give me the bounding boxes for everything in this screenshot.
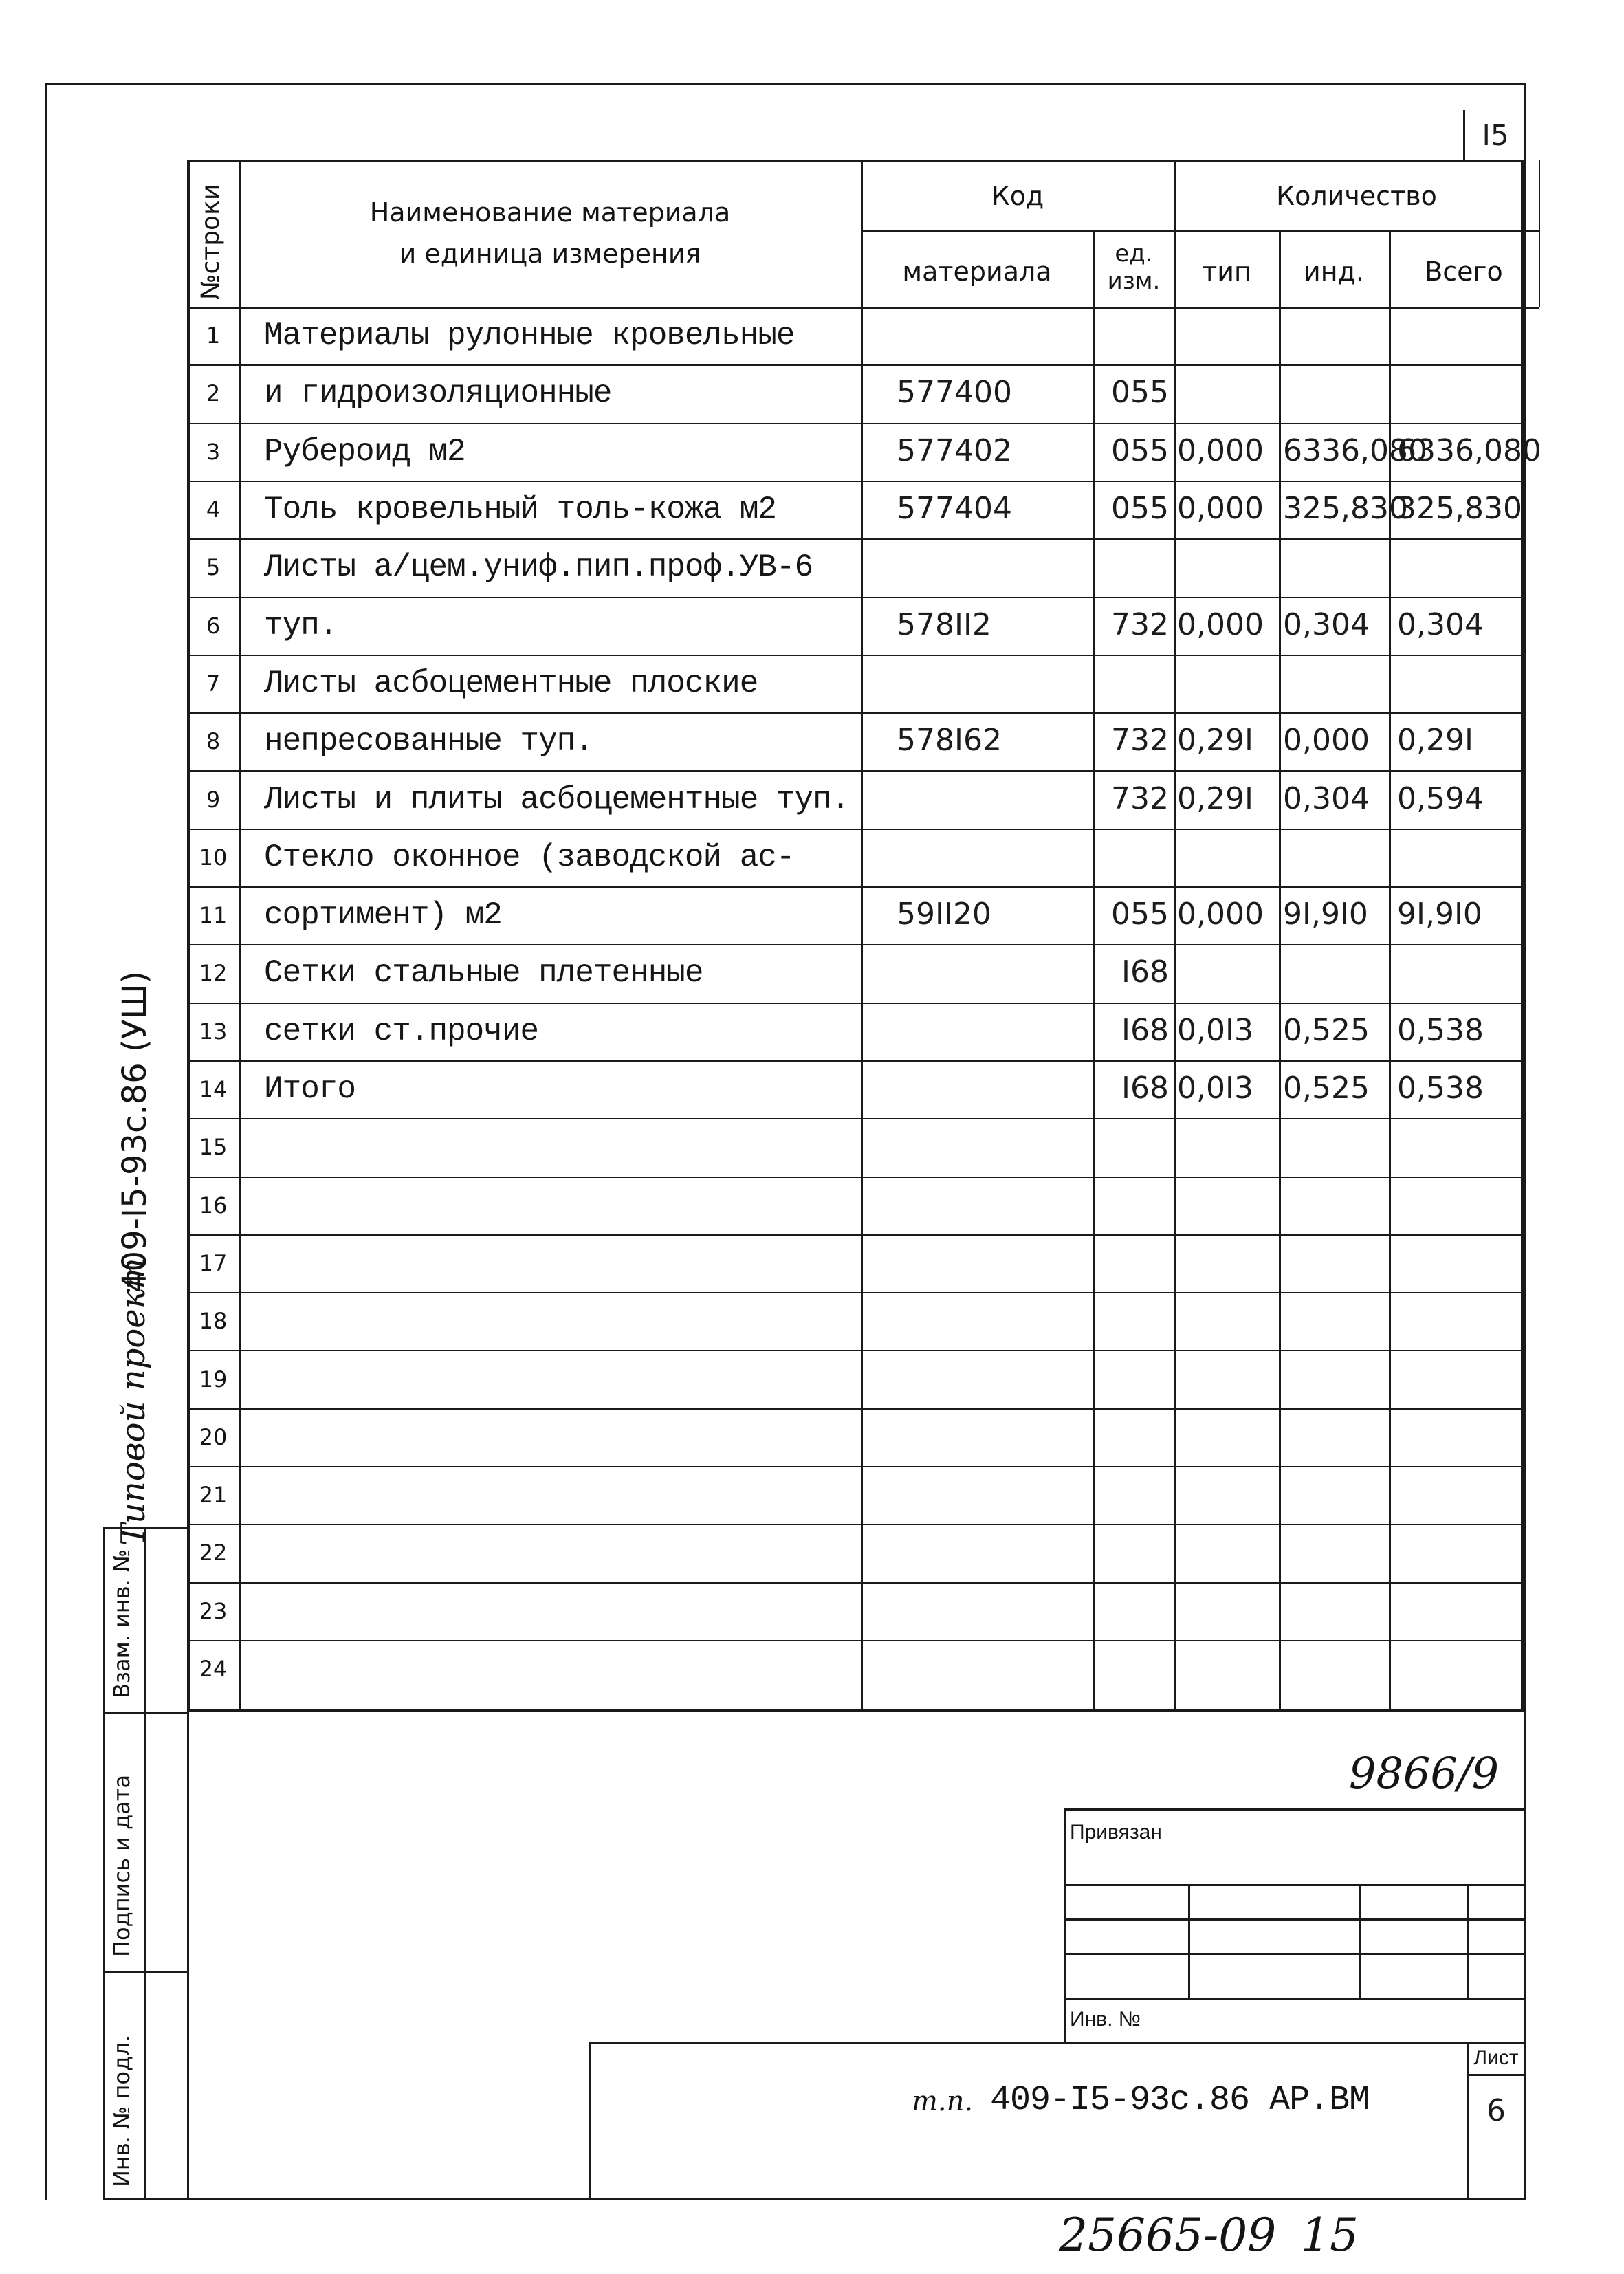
row-divider xyxy=(187,597,1524,598)
row-divider xyxy=(187,423,1524,424)
header-total: Всего xyxy=(1425,256,1503,287)
cell-name: туп. xyxy=(264,607,338,644)
cell-name: Листы и плиты асбоцементные туп. xyxy=(264,781,850,818)
header-bottom-line xyxy=(187,307,1539,309)
cell-total: 0,29I xyxy=(1397,723,1473,758)
outer-top-border xyxy=(47,83,1524,85)
header-ind: инд. xyxy=(1304,256,1364,287)
cell-name: и гидроизоляционные xyxy=(264,375,612,412)
cell-unit: I68 xyxy=(1121,954,1169,990)
cell-n: 22 xyxy=(199,1540,228,1566)
cell-n: 15 xyxy=(199,1134,228,1161)
cell-total: 325,830 xyxy=(1397,491,1522,527)
cell-name: непресованные туп. xyxy=(264,723,593,760)
cell-unit: 732 xyxy=(1111,606,1169,642)
title-block xyxy=(589,2042,1524,2198)
cell-code: 59II20 xyxy=(897,897,991,932)
bound-line-2 xyxy=(1064,1918,1524,1921)
row-divider xyxy=(187,655,1524,656)
side-strip-bottom xyxy=(103,2198,1524,2200)
row-divider xyxy=(187,944,1524,945)
cell-n: 9 xyxy=(206,786,221,813)
row-divider xyxy=(187,1466,1524,1467)
cell-unit: 055 xyxy=(1111,433,1169,468)
cell-ind: 9I,9I0 xyxy=(1283,897,1368,932)
cell-n: 6 xyxy=(206,612,221,639)
cell-ind: 6336,080 xyxy=(1283,433,1427,468)
side-sign-date: Подпись и дата xyxy=(109,1774,135,1957)
header-quantity: Количество xyxy=(1276,181,1437,211)
header-row-no: №строки xyxy=(197,184,225,300)
bound-col-1 xyxy=(1188,1884,1190,1998)
row-divider xyxy=(187,886,1524,888)
title-code: 409-I5-93с.86 АР.ВМ xyxy=(990,2081,1370,2120)
row-divider xyxy=(187,1524,1524,1525)
cell-n: 18 xyxy=(199,1308,228,1335)
inv-label: Инв. № xyxy=(1070,2008,1141,2031)
cell-n: 2 xyxy=(206,380,221,407)
bound-label: Привязан xyxy=(1070,1821,1162,1844)
cell-typ: 0,29I xyxy=(1177,780,1253,816)
cell-total: 0,538 xyxy=(1397,1071,1484,1106)
row-divider xyxy=(187,1640,1524,1641)
header-typ: тип xyxy=(1202,256,1251,287)
row-divider xyxy=(187,1118,1524,1119)
cell-ind: 325,830 xyxy=(1283,491,1408,527)
bound-col-3 xyxy=(1467,1884,1469,1998)
row-divider xyxy=(187,1234,1524,1236)
row-divider xyxy=(187,481,1524,482)
row-divider xyxy=(187,1292,1524,1293)
cell-name: Итого xyxy=(264,1071,356,1108)
cell-n: 8 xyxy=(206,728,221,755)
cell-n: 21 xyxy=(199,1482,228,1509)
cell-code: 577404 xyxy=(897,491,1012,527)
cell-unit: I68 xyxy=(1121,1071,1169,1106)
cell-ind: 0,000 xyxy=(1283,723,1370,758)
cell-n: 10 xyxy=(199,844,228,871)
cell-unit: 732 xyxy=(1111,780,1169,816)
cell-name: Листы а/цем.униф.пип.проф.УВ-6 xyxy=(264,549,813,586)
row-divider xyxy=(187,1350,1524,1351)
cell-total: 0,538 xyxy=(1397,1012,1484,1048)
cell-typ: 0,000 xyxy=(1177,433,1264,468)
bound-line-3 xyxy=(1064,1953,1524,1955)
cell-name: сетки ст.прочие xyxy=(264,1013,539,1049)
outer-right-border xyxy=(1524,83,1526,2200)
cell-ind: 0,304 xyxy=(1283,780,1370,816)
cell-n: 1 xyxy=(206,322,221,349)
title-prefix: т.п. xyxy=(912,2086,974,2117)
header-unit-2: изм. xyxy=(1107,267,1161,295)
cell-name: Толь кровельный толь-кожа м2 xyxy=(264,492,776,528)
cell-ind: 0,525 xyxy=(1283,1071,1370,1106)
handwritten-number: 9866/9 xyxy=(1349,1748,1500,1798)
cell-n: 11 xyxy=(199,902,228,929)
cell-unit: 055 xyxy=(1111,491,1169,527)
sheet-label-line xyxy=(1467,2074,1524,2076)
col-line-right-table xyxy=(1539,160,1540,307)
bound-col-2 xyxy=(1359,1884,1361,1998)
row-divider xyxy=(187,770,1524,772)
cell-n: 19 xyxy=(199,1366,228,1392)
cell-n: 12 xyxy=(199,960,228,987)
row-divider xyxy=(187,1003,1524,1004)
row-divider xyxy=(187,1582,1524,1584)
archive-number: 25665-09 xyxy=(1059,2209,1277,2262)
cell-unit: 732 xyxy=(1111,723,1169,758)
row-divider xyxy=(187,364,1524,366)
cell-typ: 0,000 xyxy=(1177,897,1264,932)
cell-total: 6336,080 xyxy=(1397,433,1541,468)
cell-n: 17 xyxy=(199,1249,228,1276)
cell-n: 4 xyxy=(206,496,221,523)
cell-typ: 0,0I3 xyxy=(1177,1012,1253,1048)
cell-n: 16 xyxy=(199,1192,228,1218)
cell-n: 3 xyxy=(206,438,221,465)
header-material-code: материала xyxy=(902,256,1052,287)
row-divider xyxy=(187,829,1524,830)
cell-total: 9I,9I0 xyxy=(1397,897,1482,932)
side-inv-orig: Инв. № подл. xyxy=(109,2035,135,2187)
cell-name: Стекло оконное (заводской ас- xyxy=(264,839,795,875)
side-strip-left xyxy=(103,1527,105,2198)
cell-n: 14 xyxy=(199,1076,228,1103)
cell-code: 578I62 xyxy=(897,723,1002,758)
cell-n: 13 xyxy=(199,1018,228,1045)
cell-n: 23 xyxy=(199,1597,228,1624)
outer-left-border xyxy=(45,83,47,2200)
cell-n: 24 xyxy=(199,1656,228,1683)
cell-unit: I68 xyxy=(1121,1012,1169,1048)
cell-typ: 0,000 xyxy=(1177,606,1264,642)
side-strip-line-2 xyxy=(103,1971,187,1973)
cell-name: Рубероид м2 xyxy=(264,433,465,470)
header-mid-line xyxy=(861,230,1539,232)
cell-name: Листы асбоцементные плоские xyxy=(264,665,758,701)
cell-unit: 055 xyxy=(1111,375,1169,411)
row-divider xyxy=(187,1408,1524,1410)
cell-n: 20 xyxy=(199,1423,228,1450)
side-strip-line-1 xyxy=(103,1712,187,1714)
header-material-name-1: Наименование материала xyxy=(369,197,731,228)
sheet-label: Лист xyxy=(1473,2046,1519,2069)
cell-n: 5 xyxy=(206,554,221,581)
row-divider xyxy=(187,712,1524,714)
cell-n: 7 xyxy=(206,670,221,697)
header-code: Код xyxy=(991,181,1044,211)
sheet-number: 6 xyxy=(1486,2093,1506,2128)
cell-ind: 0,525 xyxy=(1283,1012,1370,1048)
cell-name: Материалы рулонные кровельные xyxy=(264,318,795,354)
header-unit-1: ед. xyxy=(1115,240,1153,267)
bound-line-4 xyxy=(1064,1998,1524,2000)
bound-line-1 xyxy=(1064,1884,1524,1886)
side-strip-mid xyxy=(144,1527,146,2198)
cell-typ: 0,0I3 xyxy=(1177,1071,1253,1106)
row-divider xyxy=(187,538,1524,540)
sheet-corner-number: I5 xyxy=(1482,118,1509,152)
cell-code: 578II2 xyxy=(897,606,991,642)
sheet-col-line xyxy=(1467,2042,1469,2198)
row-divider xyxy=(187,1060,1524,1062)
cell-name: Сетки стальные плетенные xyxy=(264,955,703,992)
col-line-unit xyxy=(1174,160,1176,1712)
footer-page: 15 xyxy=(1301,2209,1359,2262)
table-left-extend xyxy=(187,1712,189,2198)
header-material-name-2: и единица измерения xyxy=(399,239,701,269)
side-project-code: 409-I5-93с.86 (УШ) xyxy=(116,970,154,1293)
side-replace-inv: Взам. инв. № xyxy=(109,1549,135,1698)
cell-total: 0,304 xyxy=(1397,606,1484,642)
cell-ind: 0,304 xyxy=(1283,606,1370,642)
cell-typ: 0,000 xyxy=(1177,491,1264,527)
cell-name: сортимент) м2 xyxy=(264,897,502,934)
cell-code: 577400 xyxy=(897,375,1012,411)
cell-unit: 055 xyxy=(1111,897,1169,932)
side-project-label: Типовой проект xyxy=(114,1258,153,1546)
cell-code: 577402 xyxy=(897,433,1012,468)
row-divider xyxy=(187,1177,1524,1178)
cell-typ: 0,29I xyxy=(1177,723,1253,758)
cell-total: 0,594 xyxy=(1397,780,1484,816)
